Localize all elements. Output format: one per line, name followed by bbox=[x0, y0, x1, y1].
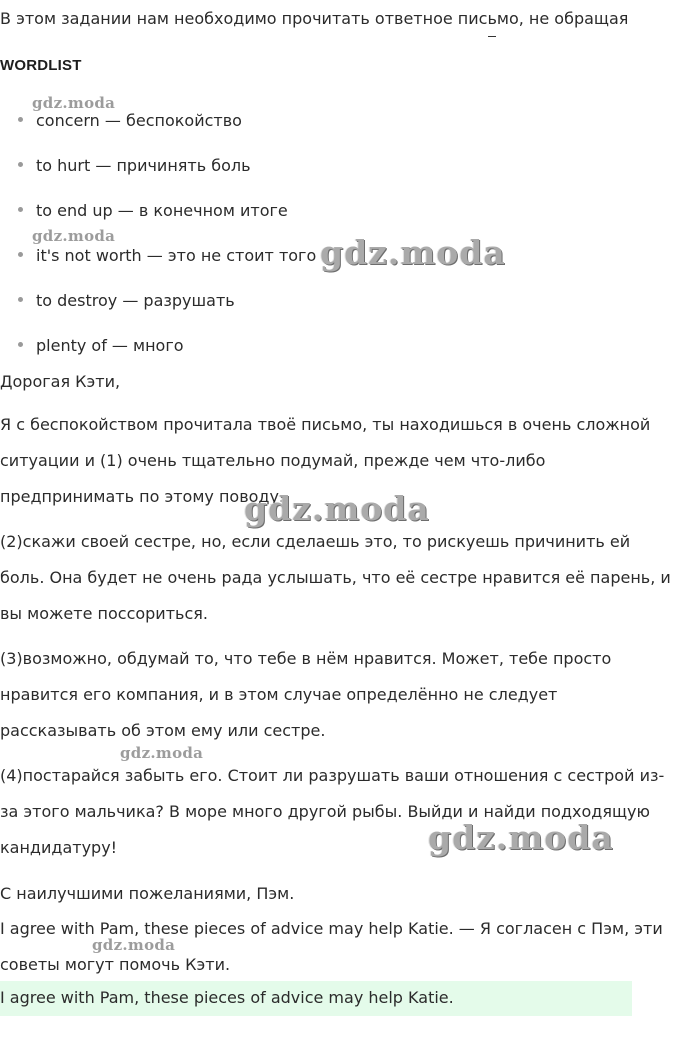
answer-text: I agree with Pam, these pieces of advice may help Katie. bbox=[0, 988, 454, 1007]
letter-closing: С наилучшими пожеланиями, Пэм. bbox=[0, 884, 295, 903]
wordlist-item: plenty of — много bbox=[18, 336, 184, 356]
watermark-logo: gdz.moda bbox=[428, 818, 614, 857]
letter-paragraph-1: Я с беспокойством прочитала твоё письмо, ты находишься в очень сложной ситуации и (1) очень тщательно подумай, прежде чем что-либо предпринимать по этому поводу. bbox=[0, 415, 651, 506]
watermark-logo: gdz.moda bbox=[92, 936, 176, 954]
bullet-icon bbox=[18, 117, 23, 122]
wordlist-item: it's not worth — это не стоит того bbox=[18, 246, 316, 266]
answer-highlight bbox=[0, 981, 632, 1016]
letter-paragraph-2: (2)скажи своей сестре, но, если сделаешь это, то рискуешь причинить ей боль. Она будет не очень рада услышать, что её сестре нравится её парень, и вы можете поссориться. bbox=[0, 532, 671, 623]
watermark-logo: gdz.moda bbox=[320, 233, 506, 272]
watermark-logo: gdz.moda bbox=[32, 227, 116, 245]
conclusion-text: I agree with Pam, these pieces of advice may help Katie. — Я согласен с Пэм, эти советы могут помочь Кэти. bbox=[0, 919, 663, 974]
intro-text: В этом задании нам необходимо прочитать ответное письмо, не обращая bbox=[0, 9, 629, 28]
letter-paragraph-4: (4)постарайся забыть его. Стоит ли разрушать ваши отношения с сестрой из-за этого мальчика? В море много другой рыбы. Выйди и найди подходящую кандидатуру! bbox=[0, 766, 665, 857]
wordlist-item: concern — беспокойство bbox=[18, 111, 242, 131]
letter-paragraph-3: (3)возможно, обдумай то, что тебе в нём нравится. Может, тебе просто нравится его компания, и в этом случае определённо не следует рассказывать об этом ему или сестре. bbox=[0, 649, 612, 740]
bullet-icon bbox=[18, 162, 23, 167]
wordlist-item: to hurt — причинять боль bbox=[18, 156, 251, 176]
bullet-icon bbox=[18, 252, 23, 257]
letter-greeting: Дорогая Кэти, bbox=[0, 372, 121, 391]
bullet-icon bbox=[18, 207, 23, 212]
separator-mark bbox=[488, 36, 496, 37]
wordlist-item: to end up — в конечном итоге bbox=[18, 201, 288, 221]
watermark-logo: gdz.moda bbox=[120, 744, 204, 762]
watermark-logo: gdz.moda bbox=[32, 94, 116, 112]
bullet-icon bbox=[18, 297, 23, 302]
watermark-logo: gdz.moda bbox=[244, 489, 430, 528]
wordlist-heading: WORDLIST bbox=[0, 57, 82, 74]
wordlist-item: to destroy — разрушать bbox=[18, 291, 235, 311]
bullet-icon bbox=[18, 342, 23, 347]
